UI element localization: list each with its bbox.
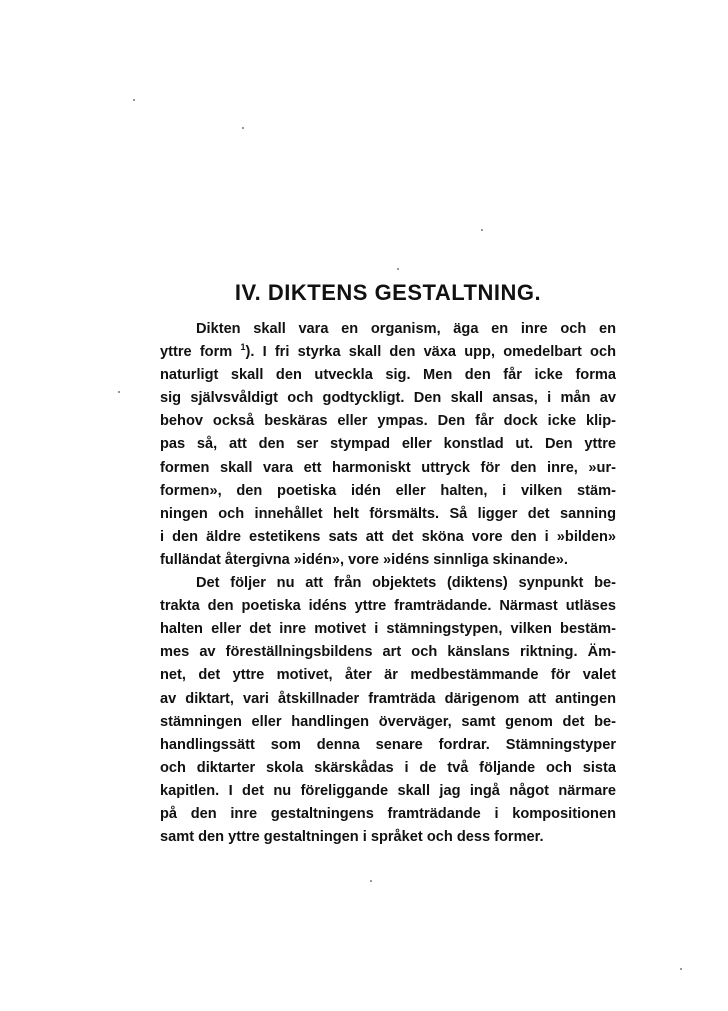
text-line: fulländat återgivna »idén», vore »idéns sinnliga skinande». (160, 551, 568, 568)
paper-speck (133, 99, 135, 101)
paper-speck (118, 391, 120, 393)
text-line: ningen och innehållet helt försmälts. Så ligger det sanning (160, 505, 616, 522)
footnote-marker[interactable]: 1 (240, 342, 246, 353)
text-line: pas så, att den ser stympad eller konstlad ut. Den yttre (160, 436, 616, 453)
text-line: net, det yttre motivet, åter är medbestämmande för valet (160, 667, 616, 684)
text-line: och diktarter skola skärskådas i de två följande och sista (160, 759, 616, 776)
text-line: sig självsvåldigt och godtyckligt. Den skall ansas, i mån av (160, 390, 616, 407)
text-line: halten eller det inre motivet i stämningstypen, vilken bestäm- (160, 621, 616, 638)
text-line: trakta den poetiska idéns yttre framträdande. Närmast utläses (160, 598, 616, 615)
paper-speck (680, 968, 682, 970)
text-line: Dikten skall vara en organism, äga en inre och en (196, 321, 616, 337)
text-line: på den inre gestaltningens framträdande i kompositionen (160, 805, 616, 822)
paper-speck (397, 268, 399, 270)
text-line: i den äldre estetikens sats att det sköna vore den i »bilden» (160, 528, 616, 545)
text-fragment: ). I fri styrka skall den växa upp, omedelbart och (245, 344, 616, 361)
text-line: mes av föreställningsbildens art och känslans riktning. Äm- (160, 644, 616, 661)
text-line: behov också beskäras eller ympas. Den får dock icke klip- (160, 413, 616, 430)
text-line: naturligt skall den utveckla sig. Men den får icke forma (160, 367, 616, 384)
text-fragment: yttre form (160, 344, 241, 361)
text-line: formen skall vara ett harmoniskt uttryck för den inre, »ur- (160, 459, 616, 476)
body-text (160, 318, 616, 849)
paper-speck (370, 880, 372, 882)
paper-speck (242, 127, 244, 129)
chapter-heading: IV. DIKTENS GESTALTNING. (234, 280, 542, 305)
paper-speck (481, 229, 483, 231)
text-line: stämningen eller handlingen överväger, samt genom det be- (160, 713, 616, 730)
text-line: av diktart, vari åtskillnader framträda därigenom att antingen (160, 690, 616, 707)
text-line: samt den yttre gestaltningen i språket och dess former. (160, 829, 544, 846)
text-line (160, 341, 616, 364)
text-line: kapitlen. I det nu föreliggande skall jag ingå något närmare (160, 782, 616, 799)
text-line: Det följer nu att från objektets (diktens) synpunkt be- (196, 575, 616, 592)
text-line: handlingssätt som denna senare fordrar. Stämningstyper (160, 736, 616, 753)
text-line: formen», den poetiska idén eller halten, i vilken stäm- (160, 482, 616, 499)
